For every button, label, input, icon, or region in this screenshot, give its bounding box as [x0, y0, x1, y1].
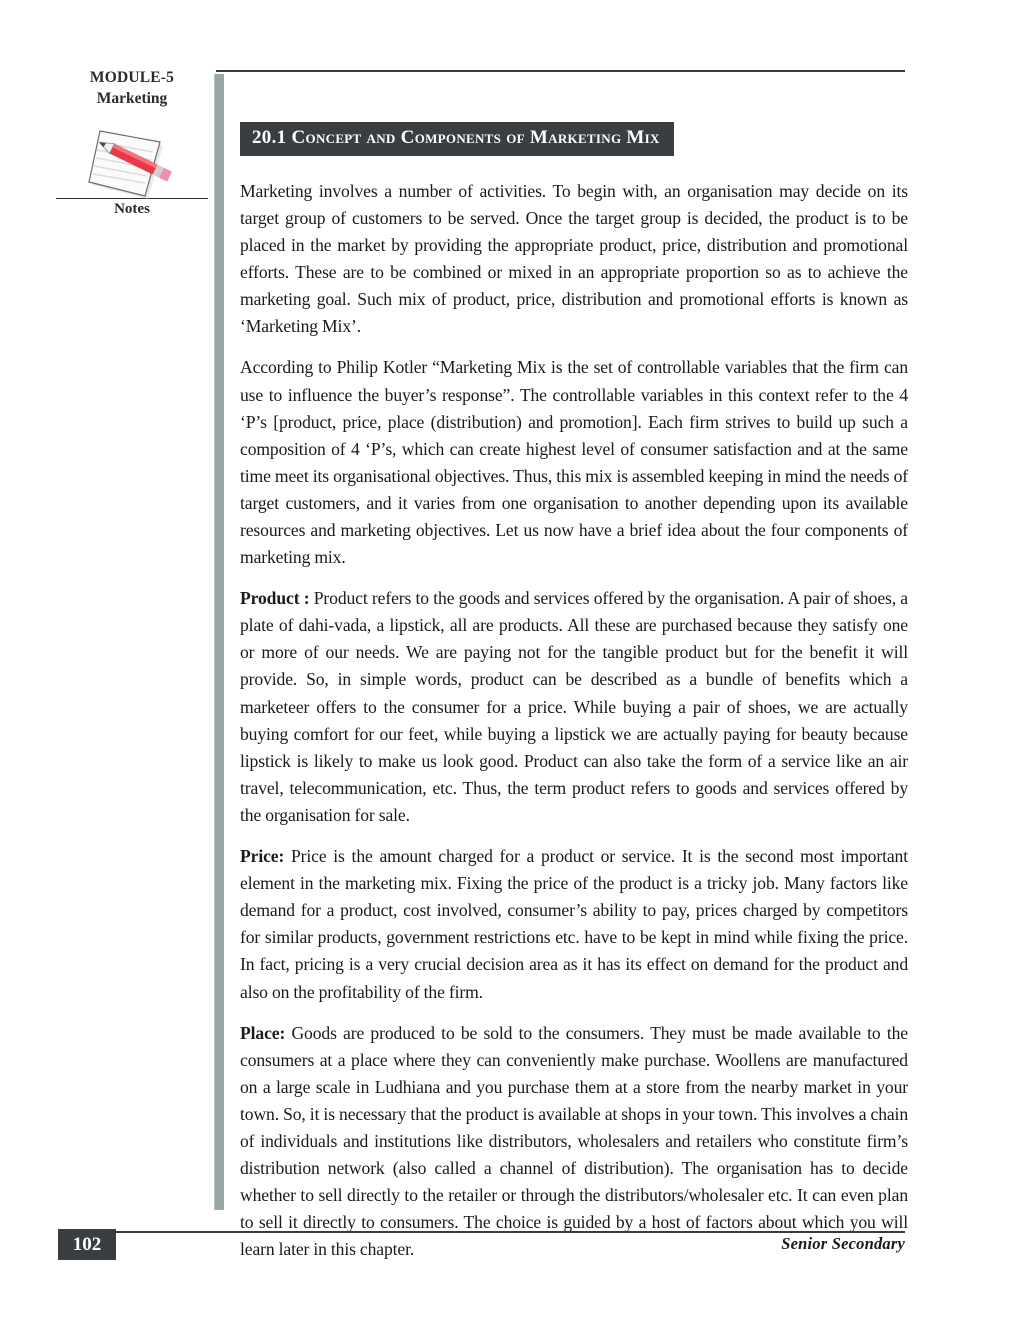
notes-pencil-icon — [77, 120, 187, 200]
paragraph-kotler: According to Philip Kotler “Marketing Mix is the set of controllable variables that the firm can use to influence the buyer’s response”. The controllable variables in this context refer to the 4 ‘P’s [product, price, place (distribution) and promotion]. Each firm strives to build up such a composition of 4 ‘P’s, which can create highest level of consumer satisfaction and at the same time meet its organisational objectives. Thus, this mix is assembled keeping in mind the needs of target customers, and it varies from one organisation to another depending upon its available resources and marketing objectives. Let us now have a brief idea about the four components of marketing mix. — [240, 357, 908, 568]
footer-book-title: Senior Secondary — [781, 1234, 905, 1253]
page-number-box: 102 — [58, 1229, 116, 1260]
notes-label: Notes — [114, 200, 150, 217]
product-label: Product : — [240, 588, 310, 609]
notes-icon-wrap — [52, 120, 212, 198]
paragraph-price — [240, 843, 908, 1006]
price-text: Price is the amount charged for a product or service. It is the second most important element in the marketing mix. Fixing the price of the product is a tricky job. Many factors like demand for a product, cost involved, consumer’s ability to pay, prices charged by competitors for similar products, government restrictions etc. have to be kept in mind while fixing the price. In fact, pricing is a very crucial decision area as it has its effect on demand for the product and also on the profitability of the firm. — [240, 846, 908, 1002]
paragraph-product — [240, 585, 908, 829]
left-vertical-bar — [214, 74, 224, 1210]
top-horizontal-rule — [216, 70, 905, 72]
section-heading — [240, 122, 674, 156]
place-text: Goods are produced to be sold to the consumers. They must be made available to the consumers at a place where they can conveniently make purchase. Woollens are manufactured on a large scale in Ludhiana and you purchase them at a store from the nearby market in your town. So, it is necessary that the product is available at shops in your town. This involves a chain of individuals and institutions like distributors, wholesalers and retailers who constitute firm’s distribution network (also called a channel of distribution). The organisation has to decide whether to sell directly to the retailer or through the distributors/wholesaler etc. It can even plan to sell it directly to consumers. The choice is guided by a host of factors about which you will learn later in this chapter. — [240, 1022, 908, 1260]
product-text: Product refers to the goods and services offered by the organisation. A pair of shoes, a plate of dahi-vada, a lipstick, all are products. All these are purchased because they satisfy one or more of our needs. We are paying not for the tangible product but for the benefit it will provide. So, in simple words, product can be described as a bundle of benefits which a marketeer offers to the consumer for a price. While buying a pair of shoes, we are actually buying comfort for our feet, while buying a lipstick we are actually paying for beauty because lipstick is likely to make us look good. Product can also take the form of a service like an air travel, telecommunication, etc. Thus, the term product refers to goods and services offered by the organisation for sale. — [240, 588, 908, 825]
module-label: MODULE-5 — [89, 69, 175, 86]
module-subject-label: Marketing — [96, 89, 168, 107]
price-label: Price: — [240, 846, 285, 867]
paragraph-place — [240, 1020, 908, 1264]
section-number: 20.1 — [252, 127, 287, 148]
place-label: Place: — [240, 1022, 286, 1043]
sidebar — [52, 68, 212, 218]
section-title: Concept and Components of Marketing Mix — [291, 127, 660, 148]
main-content — [240, 122, 908, 1277]
footer-divider — [108, 1231, 905, 1233]
paragraph-intro: Marketing involves a number of activities. To begin with, an organisation may decide on its target group of customers to be served. Once the target group is decided, the product is to be placed in the market by providing the appropriate product, price, distribution and promotional efforts. These are to be combined or mixed in an appropriate proportion so as to achieve the marketing goal. Such mix of product, price, distribution and promotional efforts is known as ‘Marketing Mix’. — [240, 180, 908, 337]
